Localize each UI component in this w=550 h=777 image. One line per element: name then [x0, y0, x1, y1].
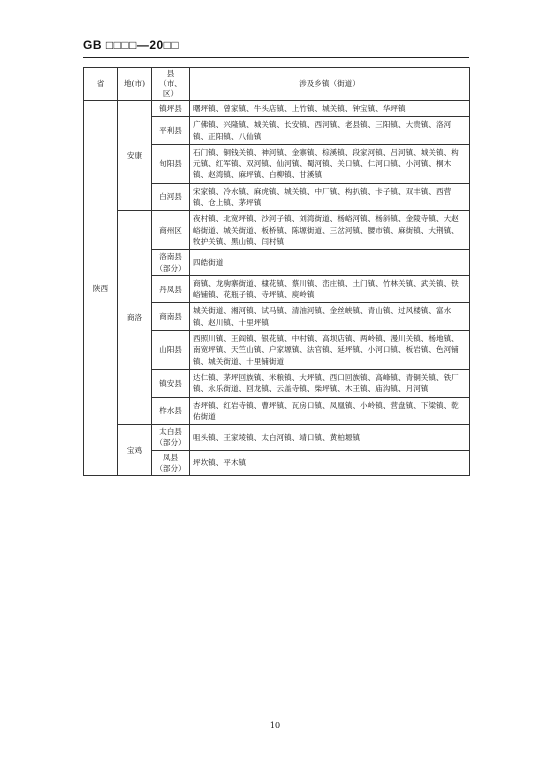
towns-cell: 杏坪镇、红岩寺镇、曹坪镇、瓦房口镇、凤凰镇、小岭镇、营盘镇、下梁镇、乾佑街道 [190, 397, 470, 425]
county-cell: 洛南县 （部分） [152, 250, 190, 276]
county-cell: 太白县 （部分） [152, 425, 190, 451]
county-cell: 凤县 （部分） [152, 450, 190, 476]
towns-cell: 曙坪镇、曾家镇、牛头店镇、上竹镇、城关镇、钟宝镇、华坪镇 [190, 101, 470, 117]
towns-cell: 商镇、龙驹寨街道、棣花镇、蔡川镇、峦庄镇、土门镇、竹林关镇、武关镇、铁峪铺镇、花瓶子镇、寺坪镇、庾岭镇 [190, 275, 470, 303]
county-cell: 平利县 [152, 117, 190, 145]
col-header-county: 县 （市、区） [152, 68, 190, 101]
towns-cell: 咀头镇、王家堎镇、太白河镇、靖口镇、黄柏塬镇 [190, 425, 470, 451]
county-cell: 商州区 [152, 211, 190, 250]
page-number: 10 [269, 721, 281, 730]
city-cell: 宝鸡 [118, 425, 152, 476]
table-row [84, 101, 470, 117]
towns-cell: 广佛镇、兴隆镇、城关镇、长安镇、西河镇、老县镇、三阳镇、大贵镇、洛河镇、正阳镇、八仙镇 [190, 117, 470, 145]
towns-cell: 坪坎镇、平木镇 [190, 450, 470, 476]
county-cell: 镇坪县 [152, 101, 190, 117]
document-code-header: GB □□□□—20□□ [83, 38, 180, 52]
township-table [83, 67, 470, 476]
province-cell: 陕西 [84, 101, 118, 476]
towns-cell: 达仁镇、茅坪回族镇、米粮镇、大坪镇、西口回族镇、高峰镇、青铜关镇、铁厂镇、永乐街道、回龙镇、云盖寺镇、柴坪镇、木王镇、庙沟镇、月河镇 [190, 369, 470, 397]
county-cell: 山阳县 [152, 331, 190, 370]
county-cell: 柞水县 [152, 397, 190, 425]
city-cell: 安康 [118, 101, 152, 211]
county-cell: 丹凤县 [152, 275, 190, 303]
county-cell: 镇安县 [152, 369, 190, 397]
col-header-province: 省 [84, 68, 118, 101]
towns-cell: 石门镇、铜钱关镇、神河镇、金寨镇、棕溪镇、段家河镇、吕河镇、城关镇、构元镇、红军镇、双河镇、仙河镇、蜀河镇、关口镇、仁河口镇、小河镇、桐木镇、赵湾镇、麻坪镇、白柳镇、甘溪镇 [190, 144, 470, 183]
towns-cell: 夜村镇、北宽坪镇、沙河子镇、刘湾街道、杨峪河镇、杨斜镇、金陵寺镇、大赵峪街道、城关街道、板桥镇、陈塬街道、三岔河镇、腰市镇、麻街镇、大荆镇、牧护关镇、黑山镇、闫村镇 [190, 211, 470, 250]
towns-cell: 宋家镇、冷水镇、麻虎镇、城关镇、中厂镇、构扒镇、卡子镇、双丰镇、西营镇、仓上镇、茅坪镇 [190, 183, 470, 211]
table-body [84, 101, 470, 476]
towns-cell: 城关街道、湘河镇、试马镇、清油河镇、金丝峡镇、青山镇、过风楼镇、富水镇、赵川镇、十里坪镇 [190, 303, 470, 331]
county-cell: 旬阳县 [152, 144, 190, 183]
towns-cell: 西照川镇、王阎镇、银花镇、中村镇、高坝店镇、两岭镇、漫川关镇、杨地镇、南宽坪镇、天竺山镇、户家塬镇、法官镇、延坪镇、小河口镇、板岩镇、色河铺镇、城关街道、十里铺街道 [190, 331, 470, 370]
col-header-city: 地(市) [118, 68, 152, 101]
table-row [84, 211, 470, 250]
col-header-towns: 涉及乡镇（街道） [190, 68, 470, 101]
county-cell: 白河县 [152, 183, 190, 211]
towns-cell: 四皓街道 [190, 250, 470, 276]
county-cell: 商南县 [152, 303, 190, 331]
header-rule [83, 57, 469, 58]
table-row [84, 425, 470, 451]
table-header-row [84, 68, 470, 101]
city-cell: 商洛 [118, 211, 152, 425]
